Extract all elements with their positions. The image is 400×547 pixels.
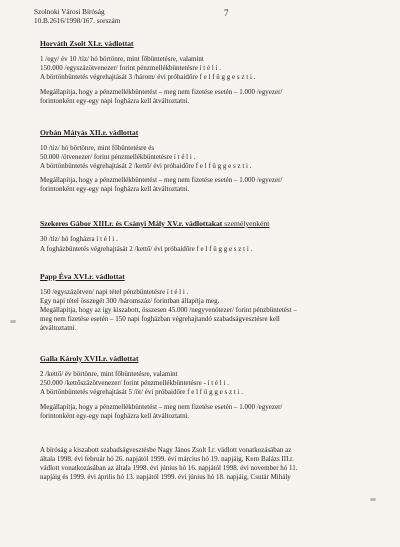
sentence-line: 1 /egy/ év 10 /tíz/ hó börtönre, mint főbüntetésre, valamint xyxy=(40,55,204,63)
sentence-line: Megállapítja, hogy az így kiszabott, összesen 45.000 /negyvenötezer/ forint pénzbüntetést – xyxy=(40,306,297,314)
case-number: 10.B.2616/1998/167. sorszám xyxy=(34,17,121,25)
closing-line: A bíróság a kiszabott szabadságvesztésbe Nagy János Zsolt I.r. vádlott vonatkozásában az xyxy=(40,446,292,454)
closing-line: vádlott vonatkozásában az általa 1998. évi június hó 16. napjától 1998. évi november hó 11. xyxy=(40,464,298,472)
sentence-line: A fogházbüntetés végrehajtását 2 /kettő/ évi próbaidőre f e l f ü g g e s z t i . xyxy=(40,245,253,253)
sentence-line: Megállapítja, hogy a pénzmellékbüntetést – meg nem fizetése esetén – 1.000 /egyezer/ xyxy=(40,176,283,184)
sentence-line: A börtönbüntetés végrehajtását 2 /kettő/ évi próbaidőre f e l f ü g g e s z t i . xyxy=(40,162,252,170)
defendant-names: Szekeres Gábor XIII.r. és Csányi Mály XV.r. vádlottakat xyxy=(40,219,223,228)
sentence-line: 10 /tíz/ hó börtönre, mint főbüntetésre és xyxy=(40,144,155,152)
defendant-name-horvath: Horváth Zsolt XI.r. vádlottat xyxy=(40,39,134,48)
sentence-line: Egy napi tétel összegét 300 /háromszáz/ forintban állapítja meg. xyxy=(40,297,220,305)
scan-speck xyxy=(10,320,16,323)
court-name: Szolnoki Városi Bíróság xyxy=(34,8,105,16)
sentence-line: 30 /tíz/ hó fogházra í t é l i . xyxy=(40,235,118,243)
page-number: 7 xyxy=(224,8,229,18)
sentence-line: 250.000 /kettőszázötvenezer/ forint pénzmellékbüntetésre - í t é l i . xyxy=(40,379,229,387)
sentence-line: 2 /kettő/ év börtönre, mint főbüntetésre, valamint xyxy=(40,370,178,378)
defendant-name-szekeres-csanyi xyxy=(40,219,269,228)
sentence-line: meg nem fizetése esetén – 150 napi fogházban végrehajtandó szabadságvesztésre kell xyxy=(40,315,280,323)
closing-line: napjáig és 1999. évi április hó 13. napjától 1999. évi június hó 18. napjáig, Csutár Mihály xyxy=(40,473,291,481)
scan-speck xyxy=(370,498,376,501)
defendant-name-galla: Galla Károly XVII.r. vádlottat xyxy=(40,354,139,363)
sentence-line: A börtönbüntetés végrehajtását 3 /három/ évi próbaidőre f e l f ü g g e s z t i . xyxy=(40,73,256,81)
sentence-line: átváltoztatni. xyxy=(40,324,77,332)
sentence-line: 50.000 /ötvenezer/ forint pénzmellékbüntetésre í t é l i . xyxy=(40,153,196,161)
sentence-line: forintonként egy-egy napi fogházra kell átváltoztatni. xyxy=(40,412,190,420)
sentence-line: Megállapítja, hogy a pénzmellékbüntetést – meg nem fizetése esetén – 1.000 /egyezer/ xyxy=(40,403,283,411)
sentence-line: forintonként egy-egy napi fogházra kell átváltoztatni. xyxy=(40,185,190,193)
sentence-line: Megállapítja, hogy a pénzmellékbüntetést – meg nem fizetése esetén – 1.000 /egyezer/ xyxy=(40,88,283,96)
sentence-line: 150.000 /egyszázötvenezer/ forint pénzmellékbüntetésre í t é l i . xyxy=(40,64,221,72)
name-suffix: személyenként xyxy=(222,219,270,228)
defendant-name-orban: Orbán Mátyás XII.r. vádlottat xyxy=(40,128,139,137)
sentence-line: 150 /egyszázötven/ napi tétel pénzbüntetésre í t é l i . xyxy=(40,288,189,296)
sentence-line: forintonként egy-egy napi fogházra kell átváltoztatni. xyxy=(40,97,190,105)
closing-line: általa 1998. évi február hó 26. napjától 1999. évi március hó 19. napjáig, Kern Balázs III.r. xyxy=(40,455,294,463)
sentence-line: A börtönbüntetés végrehajtását 5 /öt/ évi próbaidőre f e l f ü g g e s z t i . xyxy=(40,388,243,396)
defendant-name-papp: Papp Éva XVI.r. vádlottat xyxy=(40,272,125,281)
